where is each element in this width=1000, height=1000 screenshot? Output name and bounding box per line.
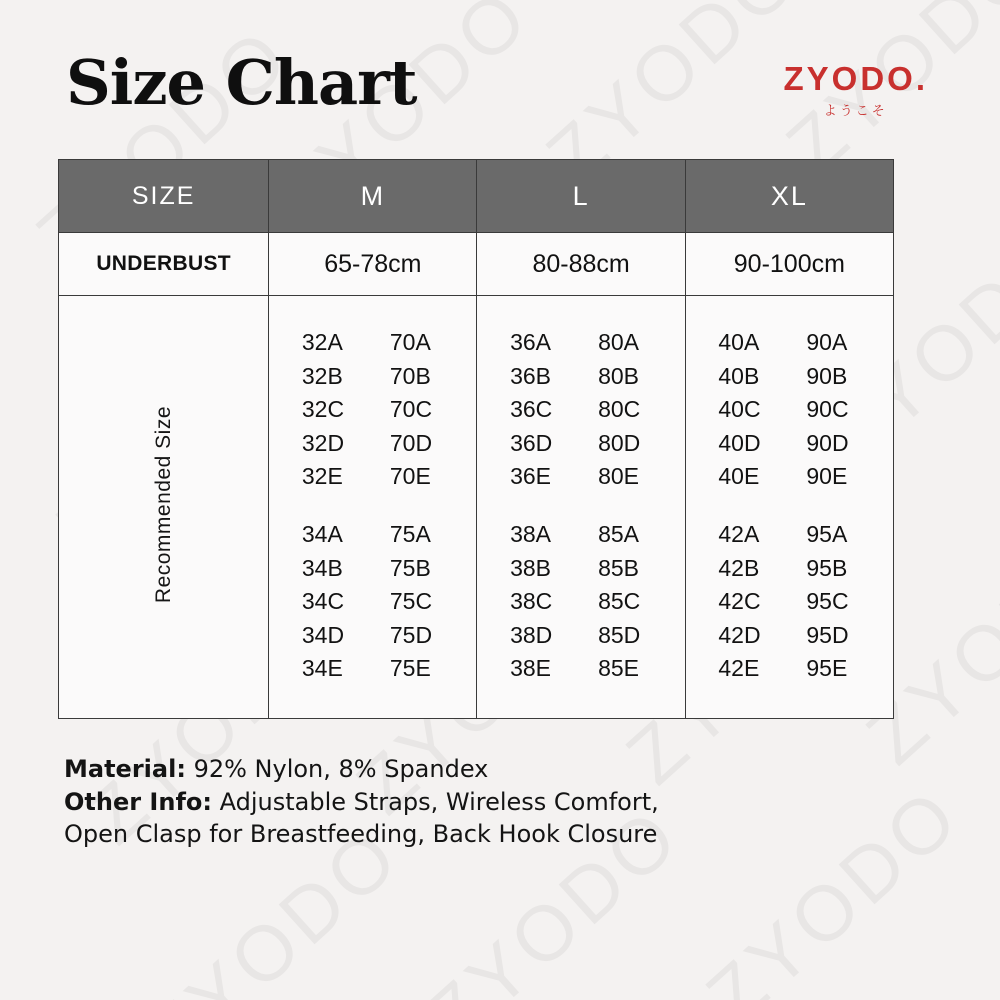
size-us: 36C (510, 396, 553, 423)
recommended-size-label-text: Recommended Size (151, 405, 175, 604)
table-header-xl: XL (685, 160, 893, 233)
size-pair (510, 552, 652, 586)
size-us: 40B (718, 362, 760, 389)
size-us: 42B (718, 554, 760, 581)
size-us: 36D (510, 429, 553, 456)
size-us: 34C (301, 588, 345, 615)
size-pair (510, 460, 652, 494)
size-eu: 70E (389, 463, 431, 490)
size-eu: 80E (598, 463, 640, 490)
size-eu: 95C (806, 588, 849, 615)
size-us: 34D (301, 621, 345, 648)
note-other-value-line2: Open Clasp for Breastfeeding, Back Hook Closure (64, 820, 658, 849)
size-us: 36E (510, 463, 552, 490)
size-pair (718, 460, 860, 494)
note-other-info-continued (64, 818, 942, 851)
size-us: 42A (718, 521, 760, 547)
size-pair (302, 393, 444, 427)
size-eu: 75C (389, 588, 433, 615)
size-eu: 75D (389, 621, 433, 648)
size-us: 32C (301, 396, 345, 423)
note-other-info (64, 786, 942, 819)
size-eu: 75A (389, 521, 431, 547)
size-eu: 95A (806, 521, 848, 547)
size-us: 40E (718, 463, 760, 490)
size-eu: 95D (806, 621, 849, 648)
size-pair (302, 427, 444, 461)
size-pair (510, 393, 652, 427)
size-eu: 90A (806, 329, 848, 356)
size-us: 42D (718, 621, 761, 648)
table-header-size: SIZE (59, 160, 269, 233)
size-us: 34B (301, 554, 343, 581)
size-eu: 75E (389, 655, 431, 682)
size-us: 34A (301, 521, 343, 547)
table-row-underbust (59, 233, 894, 296)
size-group (269, 326, 476, 494)
size-pair (302, 585, 444, 619)
row-label-underbust: UNDERBUST (59, 233, 269, 296)
size-pair (510, 652, 652, 686)
size-eu: 75B (389, 554, 431, 581)
size-eu: 95E (806, 655, 848, 682)
size-pair (718, 652, 860, 686)
size-pair (718, 360, 860, 394)
size-us: 34E (301, 655, 343, 682)
size-eu: 85C (598, 588, 641, 615)
note-other-value-line1: Adjustable Straps, Wireless Comfort, (219, 787, 659, 816)
size-pair (718, 518, 860, 552)
size-us: 38B (510, 554, 552, 581)
row-label-recommended-size (59, 296, 269, 719)
note-material-label: Material: (64, 755, 186, 783)
size-us: 42E (718, 655, 760, 682)
recommended-sizes-m (269, 296, 477, 719)
size-pair (718, 585, 860, 619)
recommended-sizes-xl (685, 296, 893, 719)
page-header (58, 44, 942, 119)
size-group (477, 326, 684, 494)
size-eu: 90C (806, 396, 849, 423)
size-pair (510, 518, 652, 552)
table-row-recommended-size (59, 296, 894, 719)
size-us: 32A (301, 329, 343, 356)
product-notes (64, 753, 942, 851)
note-material-value: 92% Nylon, 8% Spandex (193, 755, 489, 783)
size-pair (302, 460, 444, 494)
size-pair (510, 619, 652, 653)
size-us: 32E (301, 463, 343, 490)
size-us: 38C (510, 588, 553, 615)
note-material (64, 753, 942, 786)
brand-logo (783, 60, 928, 119)
size-us: 40A (718, 329, 760, 356)
table-header-row (59, 160, 894, 233)
size-pair (718, 552, 860, 586)
size-eu: 80A (598, 329, 640, 356)
size-pair (718, 427, 860, 461)
size-pair (302, 619, 444, 653)
table-header-m: M (269, 160, 477, 233)
size-eu: 70D (389, 429, 433, 456)
size-group (686, 326, 893, 494)
size-table-wrapper (58, 159, 942, 719)
size-us: 42C (718, 588, 761, 615)
size-pair (302, 360, 444, 394)
size-eu: 85E (598, 655, 640, 682)
size-group (686, 518, 893, 686)
size-pair (718, 619, 860, 653)
table-header-l: L (477, 160, 685, 233)
underbust-value-m: 65-78cm (269, 233, 477, 296)
size-us: 38E (510, 655, 552, 682)
underbust-value-xl: 90-100cm (685, 233, 893, 296)
page-title: Size Chart (66, 46, 417, 119)
size-us: 36A (510, 329, 552, 356)
recommended-sizes-l (477, 296, 685, 719)
size-eu: 85B (598, 554, 640, 581)
size-eu: 85A (598, 521, 640, 547)
size-us: 38D (510, 621, 553, 648)
size-pair (302, 652, 444, 686)
size-eu: 70C (389, 396, 433, 423)
brand-name: ZYODO. (783, 60, 928, 97)
size-pair (510, 360, 652, 394)
size-table (58, 159, 894, 719)
size-eu: 80B (598, 362, 640, 389)
size-us: 40C (718, 396, 761, 423)
size-us: 38A (510, 521, 552, 547)
size-pair (718, 393, 860, 427)
size-eu: 90E (806, 463, 848, 490)
size-pair (302, 518, 444, 552)
size-eu: 70A (389, 329, 431, 356)
note-other-label: Other Info: (64, 787, 212, 816)
size-pair (510, 326, 652, 360)
size-eu: 90B (806, 362, 848, 389)
size-eu: 95B (806, 554, 848, 581)
size-us: 32B (301, 362, 343, 389)
size-us: 32D (301, 429, 345, 456)
size-pair (718, 326, 860, 360)
size-pair (510, 427, 652, 461)
brand-tagline: ようこそ (823, 104, 888, 119)
size-pair (302, 326, 444, 360)
size-eu: 80D (598, 429, 641, 456)
size-us: 36B (510, 362, 552, 389)
size-group (477, 518, 684, 686)
size-eu: 90D (806, 429, 849, 456)
size-eu: 70B (389, 362, 431, 389)
size-eu: 85D (598, 621, 641, 648)
size-group (269, 518, 476, 686)
size-us: 40D (718, 429, 761, 456)
size-eu: 80C (598, 396, 641, 423)
underbust-value-l: 80-88cm (477, 233, 685, 296)
size-pair (302, 552, 444, 586)
size-pair (510, 585, 652, 619)
